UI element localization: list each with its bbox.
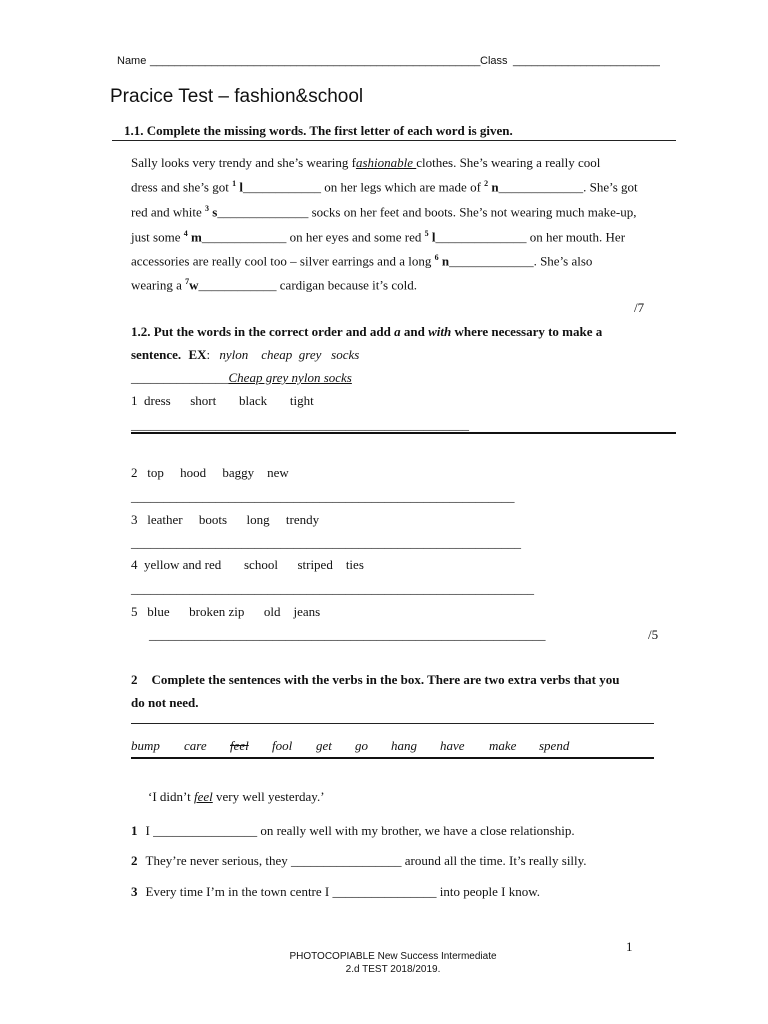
paragraph-text: wearing a: [131, 277, 186, 293]
first-letter: m: [187, 229, 202, 245]
answer-line-1[interactable]: ____________________________________________________: [131, 417, 469, 432]
sentence-text[interactable]: They’re never serious, they _________________ around all the time. It’s really silly.: [145, 853, 587, 868]
answer-blank-7[interactable]: ____________: [198, 277, 277, 293]
name-field[interactable]: ______________________________________________________: [150, 55, 481, 67]
answer-blank-4[interactable]: _____________: [201, 229, 287, 245]
paragraph-text: on her mouth. Her: [526, 229, 626, 245]
answer-line-5[interactable]: _____________________________________________________________: [149, 627, 546, 642]
example-words: nylon cheap grey socks: [219, 347, 360, 362]
sentence-number: 2: [131, 853, 138, 868]
example-answer: ashionable: [355, 155, 417, 170]
verb-get: get: [316, 738, 332, 753]
first-letter: n: [488, 179, 499, 195]
exercise-item-5: 5 blue broken zip old jeans: [131, 604, 321, 619]
first-letter: l: [428, 229, 436, 245]
class-label: Class: [480, 55, 508, 67]
paragraph-text: Sally looks very trendy and she’s wearing f: [131, 155, 356, 170]
name-label: Name: [117, 55, 147, 67]
item-number: 5: [424, 229, 429, 238]
answer-blank-3[interactable]: ______________: [217, 204, 309, 220]
heading-text: Complete the sentences with the verbs in the box. There are two extra verbs that you: [151, 672, 620, 687]
paragraph-text: accessories are really cool too – silver earrings and a long: [131, 253, 435, 269]
paragraph-text: clothes. She’s wearing a really cool: [416, 155, 601, 170]
verb-go: go: [355, 738, 368, 753]
paragraph-text: dress and she’s got: [131, 179, 233, 195]
heading-text: a: [394, 324, 401, 339]
answer-line-4[interactable]: ______________________________________________________________: [131, 581, 534, 596]
exercise-item-3: 3 leather boots long trendy: [131, 512, 320, 527]
heading-text: and: [400, 324, 429, 339]
verb-spend: spend: [539, 738, 570, 753]
item-number: 2: [484, 179, 489, 188]
footer-line-1: PHOTOCOPIABLE New Success Intermediate: [289, 951, 497, 962]
heading-text: sentence.: [131, 347, 182, 362]
paragraph-text: on her legs which are made of: [320, 179, 485, 195]
verb-box-bottom-border: [131, 757, 654, 759]
footer-line-2: 2.d TEST 2018/2019.: [345, 964, 441, 975]
section-1-2-heading: [131, 324, 602, 340]
section-2-heading-line-2: do not need.: [131, 695, 199, 710]
verb-care: care: [184, 738, 207, 753]
first-letter: s: [209, 204, 218, 220]
sentence-text[interactable]: Every time I’m in the town centre I ________________ into people I know.: [145, 884, 540, 899]
item-number: 7: [185, 277, 190, 286]
paragraph-line-5: [131, 253, 592, 269]
example-colon: :: [206, 347, 211, 362]
first-letter: w: [189, 277, 199, 293]
score-section-1-1: /7: [634, 300, 645, 315]
paragraph-line-2: [131, 179, 638, 195]
example-text: ‘I didn’t: [148, 789, 194, 804]
exercise-item-1: 1 dress short black tight: [131, 393, 314, 408]
paragraph-line-6: [131, 277, 417, 293]
verb-hang: hang: [391, 738, 417, 753]
sentence-text[interactable]: I ________________ on really well with my brother, we have a close relationship.: [145, 823, 575, 838]
item-number: 1: [232, 179, 237, 188]
heading-text: 1.2. Put the words in the correct order and add: [131, 324, 395, 339]
verb-have: have: [440, 738, 465, 753]
item-number: 6: [434, 253, 439, 262]
sentence-1: [131, 823, 575, 839]
item-number: 3: [205, 204, 210, 213]
section-1-1-heading: 1.1. Complete the missing words. The first letter of each word is given.: [124, 123, 513, 138]
sentence-2: [131, 853, 587, 869]
verb-feel: feel: [230, 738, 249, 753]
first-letter: n: [438, 253, 450, 269]
paragraph-text: just some: [131, 229, 184, 245]
divider-line: [131, 432, 676, 434]
paragraph-text: red and white: [131, 204, 206, 220]
item-number: 4: [183, 229, 188, 238]
verb-bump: bump: [131, 738, 160, 753]
section-divider: [112, 140, 676, 141]
example-answer-line: [131, 370, 352, 386]
section-2-heading: [131, 672, 619, 688]
sentence-number: 3: [131, 884, 138, 899]
class-field[interactable]: ________________________: [513, 55, 660, 67]
example-answer: feel: [193, 789, 213, 804]
exercise-item-2: 2 top hood baggy new: [131, 465, 289, 480]
answer-line-3[interactable]: ____________________________________________________________: [131, 535, 521, 550]
verb-box: [131, 738, 569, 754]
example-answer: Cheap grey nylon socks: [228, 370, 352, 385]
heading-text: with: [428, 324, 452, 339]
heading-text: where necessary to make a: [451, 324, 603, 339]
first-letter: l: [236, 179, 243, 195]
answer-blank-1[interactable]: ____________: [242, 179, 321, 195]
score-section-1-2: /5: [648, 627, 659, 642]
paragraph-line-1: [131, 155, 600, 171]
answer-blank-6[interactable]: _____________: [449, 253, 534, 269]
example-text: very well yesterday.’: [212, 789, 325, 804]
verb-make: make: [489, 738, 517, 753]
paragraph-line-3: [131, 204, 637, 220]
answer-line-2[interactable]: ___________________________________________________________: [131, 489, 515, 504]
sentence-number: 1: [131, 823, 138, 838]
verb-box-top-border: [131, 723, 654, 724]
verb-fool: fool: [272, 738, 293, 753]
page-title: Pracice Test – fashion&school: [110, 86, 364, 107]
paragraph-text: on her eyes and some red: [286, 229, 425, 245]
example-label: EX: [188, 347, 207, 362]
example-sentence: [148, 789, 325, 805]
paragraph-text: cardigan because it’s cold.: [276, 277, 417, 293]
answer-blank-2[interactable]: _____________: [498, 179, 584, 195]
page-number: 1: [626, 939, 633, 954]
paragraph-text: . She’s got: [583, 179, 638, 195]
example-blank: _______________: [131, 370, 229, 385]
section-number: 2: [131, 672, 138, 687]
section-1-2-heading-line-2: [131, 347, 359, 363]
exercise-item-4: 4 yellow and red school striped ties: [131, 557, 364, 572]
sentence-3: [131, 884, 540, 900]
paragraph-text: socks on her feet and boots. She’s not wearing much make-up,: [308, 204, 637, 220]
paragraph-text: . She’s also: [533, 253, 593, 269]
answer-blank-5[interactable]: ______________: [435, 229, 527, 245]
paragraph-line-4: [131, 229, 625, 245]
